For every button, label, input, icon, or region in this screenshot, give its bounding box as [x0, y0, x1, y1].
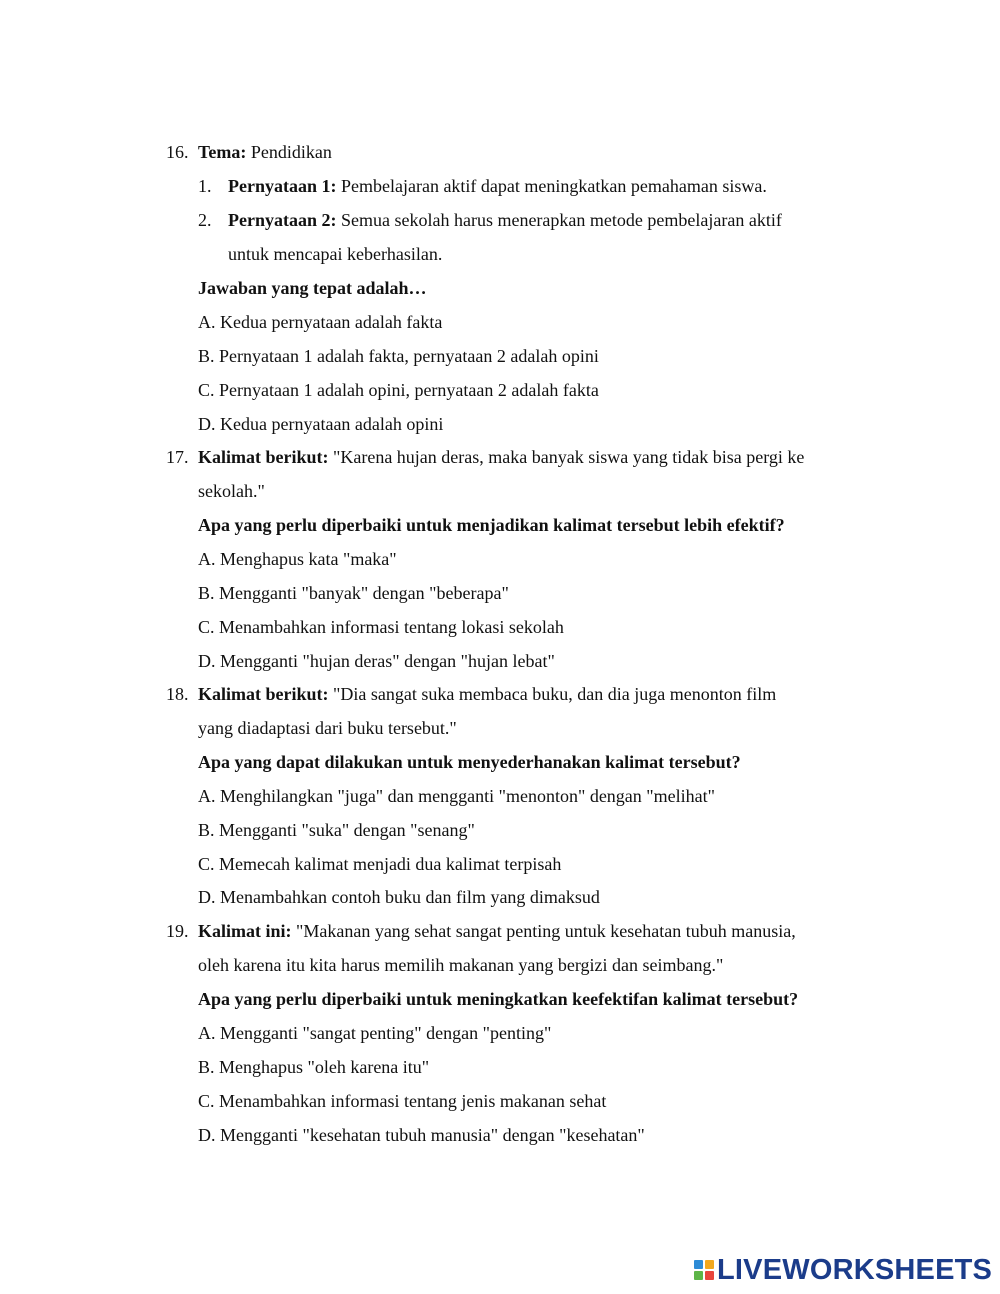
question-number: 17.: [166, 447, 189, 467]
answer-option-a[interactable]: A. Mengganti "sangat penting" dengan "penting": [198, 1023, 552, 1043]
logo-square-green: [694, 1271, 703, 1280]
answer-option-a[interactable]: A. Menghilangkan "juga" dan mengganti "menonton" dengan "melihat": [198, 786, 715, 806]
answer-option-c[interactable]: C. Menambahkan informasi tentang jenis makanan sehat: [198, 1091, 607, 1111]
logo-square-blue: [694, 1260, 703, 1269]
statement-2-continued: untuk mencapai keberhasilan.: [228, 244, 443, 264]
answer-option-b[interactable]: B. Mengganti "banyak" dengan "beberapa": [198, 583, 509, 603]
answer-option-c[interactable]: C. Memecah kalimat menjadi dua kalimat terpisah: [198, 854, 562, 874]
logo-mark-icon: [694, 1260, 714, 1280]
answer-option-c[interactable]: C. Menambahkan informasi tentang lokasi sekolah: [198, 617, 564, 637]
question-heading: Kalimat ini: "Makanan yang sehat sangat penting untuk kesehatan tubuh manusia,: [198, 921, 796, 941]
question-heading: Kalimat berikut: "Dia sangat suka membaca buku, dan dia juga menonton film: [198, 684, 777, 704]
question-prompt: Jawaban yang tepat adalah…: [198, 278, 427, 298]
answer-option-d[interactable]: D. Kedua pernyataan adalah opini: [198, 414, 444, 434]
answer-option-b[interactable]: B. Pernyataan 1 adalah fakta, pernyataan 2 adalah opini: [198, 346, 599, 366]
question-prompt: Apa yang perlu diperbaiki untuk meningkatkan keefektifan kalimat tersebut?: [198, 989, 799, 1009]
question-number: 18.: [166, 684, 189, 704]
logo-square-red: [705, 1271, 714, 1280]
answer-option-d[interactable]: D. Menambahkan contoh buku dan film yang dimaksud: [198, 887, 600, 907]
answer-option-b[interactable]: B. Mengganti "suka" dengan "senang": [198, 820, 475, 840]
liveworksheets-logo: [694, 1255, 992, 1285]
question-number: 16.: [166, 142, 189, 162]
statement-1: Pernyataan 1: Pembelajaran aktif dapat meningkatkan pemahaman siswa.: [228, 176, 767, 196]
question-heading: Tema: Pendidikan: [198, 142, 332, 162]
statement-2: Pernyataan 2: Semua sekolah harus menerapkan metode pembelajaran aktif: [228, 210, 782, 230]
statement-number: 1.: [198, 176, 212, 196]
question-prompt: Apa yang perlu diperbaiki untuk menjadikan kalimat tersebut lebih efektif?: [198, 515, 785, 535]
answer-option-d[interactable]: D. Mengganti "kesehatan tubuh manusia" dengan "kesehatan": [198, 1125, 645, 1145]
question-heading-continued: sekolah.": [198, 481, 265, 501]
statement-number: 2.: [198, 210, 212, 230]
question-heading-continued: oleh karena itu kita harus memilih makanan yang bergizi dan seimbang.": [198, 955, 724, 975]
logo-text: LIVEWORKSHEETS: [717, 1254, 993, 1286]
answer-option-c[interactable]: C. Pernyataan 1 adalah opini, pernyataan 2 adalah fakta: [198, 380, 599, 400]
question-prompt: Apa yang dapat dilakukan untuk menyederhanakan kalimat tersebut?: [198, 752, 741, 772]
answer-option-d[interactable]: D. Mengganti "hujan deras" dengan "hujan lebat": [198, 651, 555, 671]
question-heading: Kalimat berikut: "Karena hujan deras, maka banyak siswa yang tidak bisa pergi ke: [198, 447, 805, 467]
logo-square-orange: [705, 1260, 714, 1269]
answer-option-a[interactable]: A. Menghapus kata "maka": [198, 549, 397, 569]
answer-option-a[interactable]: A. Kedua pernyataan adalah fakta: [198, 312, 443, 332]
question-heading-continued: yang diadaptasi dari buku tersebut.": [198, 718, 457, 738]
question-number: 19.: [166, 921, 189, 941]
answer-option-b[interactable]: B. Menghapus "oleh karena itu": [198, 1057, 430, 1077]
